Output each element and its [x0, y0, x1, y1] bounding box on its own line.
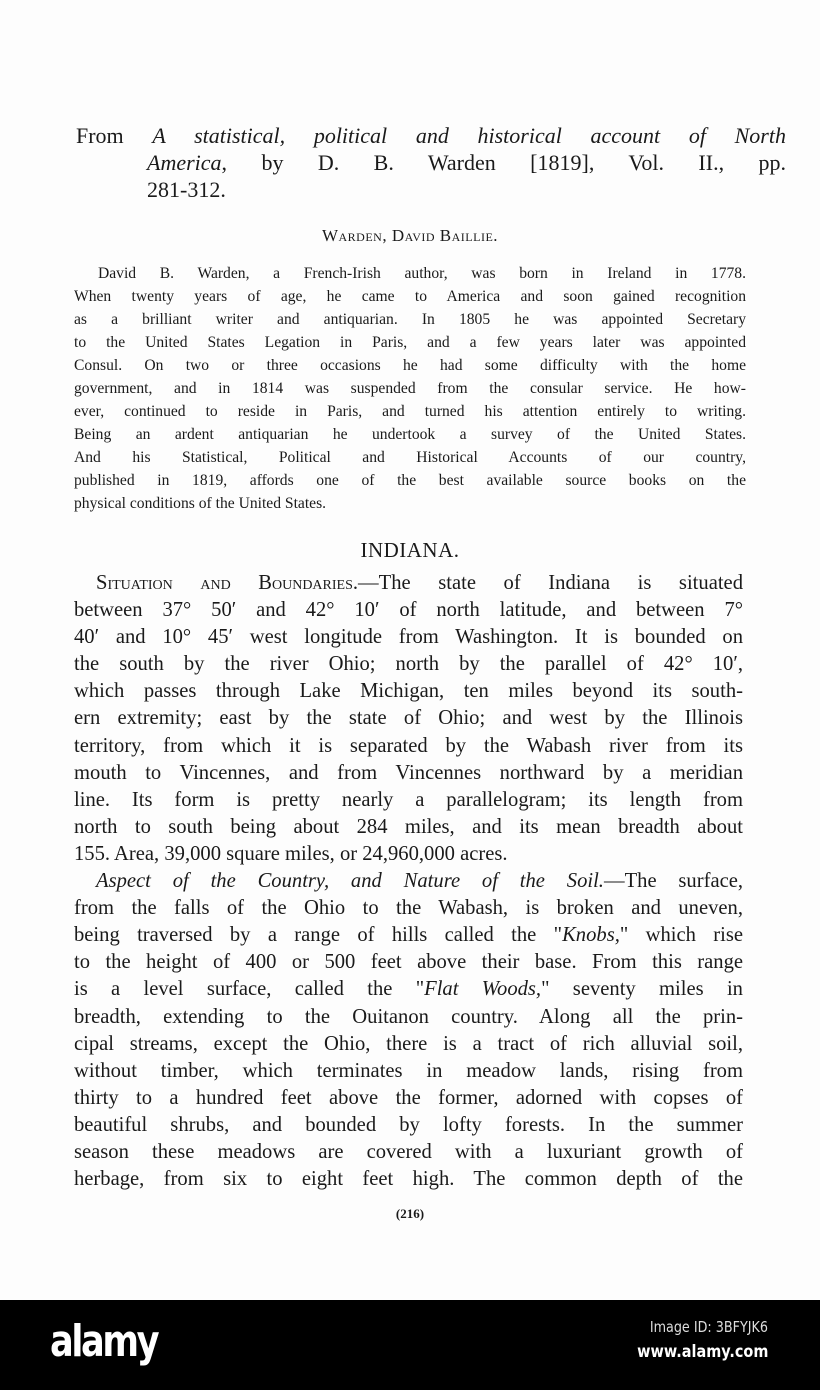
- text-run: season these meadows are covered with a luxuriant growth of: [74, 1140, 743, 1163]
- text-line: [74, 760, 743, 787]
- text-run: breadth, extending to the Ouitanon country. Along all the prin-: [74, 1005, 743, 1028]
- text-run: from the falls of the Ohio to the Wabash, is broken and uneven,: [74, 897, 743, 920]
- page-number: (216): [395, 1206, 425, 1221]
- text-run: 155. Area, 39,000 square miles, or 24,960,000 acres.: [74, 842, 508, 865]
- author-biography: [74, 262, 746, 515]
- text-run: 40′ and 10° 45′ west longitude from Washington. It is bounded on: [74, 626, 743, 649]
- text-line: [74, 1112, 743, 1139]
- text-run: —The surface,: [603, 870, 744, 893]
- text-run: physical conditions of the United States.: [74, 495, 327, 512]
- text-run: as a brilliant writer and antiquarian. In 1805 he was appointed Secretary: [74, 311, 746, 328]
- text-run: " seventy miles in: [541, 978, 743, 1001]
- text-run: David B. Warden, a French-Irish author, was born in Ireland in 1778.: [98, 265, 746, 282]
- text-run: thirty to a hundred feet above the former, adorned with copses of: [74, 1086, 743, 1109]
- text-line: [74, 1004, 743, 1031]
- source-citation: [76, 122, 786, 203]
- text-run: , by D. B. Warden [1819], Vol. II., pp.: [221, 150, 786, 175]
- text-run: between 37° 50′ and 42° 10′ of north latitude, and between 7°: [74, 599, 743, 622]
- text-line: [74, 1085, 743, 1112]
- text-line: [74, 733, 743, 760]
- text-line: [74, 949, 743, 976]
- text-line: [74, 492, 746, 515]
- text-line: [74, 262, 746, 285]
- text-line: [74, 446, 746, 469]
- text-run: being traversed by a range of hills called the ": [74, 924, 563, 947]
- watermark-bar: [0, 1300, 820, 1390]
- text-run: to the height of 400 or 500 feet above their base. From this range: [74, 951, 743, 974]
- text-run: to the United States Legation in Paris, and a few years later was appointed: [74, 334, 746, 351]
- text-line: [74, 1166, 743, 1193]
- author-heading: Warden, David Baillie.: [321, 226, 499, 245]
- text-line: [74, 922, 743, 949]
- text-line: [74, 285, 746, 308]
- text-line: [74, 1031, 743, 1058]
- text-line: [74, 377, 746, 400]
- alamy-logo: alamy: [50, 1316, 158, 1367]
- text-line: [74, 814, 743, 841]
- text-line: [74, 331, 746, 354]
- text-run: territory, from which it is separated by the Wabash river from its: [74, 734, 743, 757]
- text-run: is a level surface, called the ": [74, 978, 425, 1001]
- text-run: " which rise: [619, 924, 743, 947]
- text-run: Being an ardent antiquarian he undertook a survey of the United States.: [74, 426, 746, 443]
- text-line: [74, 976, 743, 1003]
- text-run: without timber, which terminates in meadow lands, rising from: [74, 1059, 743, 1082]
- text-line: [76, 149, 786, 176]
- text-run: the south by the river Ohio; north by the parallel of 42° 10′,: [74, 653, 743, 676]
- text-run: Consul. On two or three occasions he had some difficulty with the home: [74, 357, 746, 374]
- text-line: [74, 678, 743, 705]
- text-line: [74, 423, 746, 446]
- image-id: Image ID: 3BFYJK6: [649, 1318, 768, 1336]
- site-link: www.alamy.com: [636, 1342, 768, 1362]
- text-line: [74, 570, 743, 597]
- main-text: [74, 570, 743, 1193]
- text-line: [74, 308, 746, 331]
- text-line: [74, 705, 743, 732]
- text-run: Flat Woods,: [424, 978, 542, 1001]
- text-run: mouth to Vincennes, and from Vincennes northward by a meridian: [74, 761, 743, 784]
- text-line: [74, 895, 743, 922]
- text-run: Aspect of the Country, and Nature of the Soil.: [96, 870, 604, 893]
- text-run: America: [147, 150, 222, 175]
- text-run: line. Its form is pretty nearly a parallelogram; its length from: [74, 788, 743, 811]
- text-line: [74, 354, 746, 377]
- text-run: From: [76, 123, 153, 148]
- text-run: herbage, from six to eight feet high. The common depth of the: [74, 1168, 743, 1191]
- text-run: which passes through Lake Michigan, ten miles beyond its south-: [74, 680, 743, 703]
- text-run: north to south being about 284 miles, and its mean breadth about: [74, 815, 743, 838]
- text-line: [76, 122, 786, 149]
- text-run: When twenty years of age, he came to America and soon gained recognition: [74, 288, 746, 305]
- text-line: [74, 624, 743, 651]
- text-line: [74, 868, 743, 895]
- text-run: government, and in 1814 was suspended from the consular service. He how-: [74, 380, 746, 397]
- text-run: —The state of Indiana is situated: [358, 572, 743, 594]
- text-run: published in 1819, affords one of the best available source books on the: [74, 472, 746, 489]
- text-line: [74, 469, 746, 492]
- section-heading: INDIANA.: [360, 538, 460, 562]
- text-run: ever, continued to reside in Paris, and turned his attention entirely to writing.: [74, 403, 746, 420]
- text-line: [74, 400, 746, 423]
- text-line: [74, 841, 743, 868]
- text-run: And his Statistical, Political and Historical Accounts of our country,: [74, 449, 746, 466]
- text-run: A statistical, political and historical account of North: [152, 123, 786, 148]
- text-run: beautiful shrubs, and bounded by lofty forests. In the summer: [74, 1113, 743, 1136]
- text-line: [74, 651, 743, 678]
- text-run: Knobs,: [562, 924, 620, 947]
- text-run: 281-312.: [147, 177, 226, 202]
- text-run: Situation and Boundaries.: [96, 572, 359, 594]
- text-line: [74, 1139, 743, 1166]
- text-line: [74, 597, 743, 624]
- text-line: [74, 787, 743, 814]
- text-run: cipal streams, except the Ohio, there is a tract of rich alluvial soil,: [74, 1032, 743, 1055]
- text-line: [74, 1058, 743, 1085]
- text-line: [76, 176, 786, 203]
- text-run: ern extremity; east by the state of Ohio; and west by the Illinois: [74, 707, 743, 730]
